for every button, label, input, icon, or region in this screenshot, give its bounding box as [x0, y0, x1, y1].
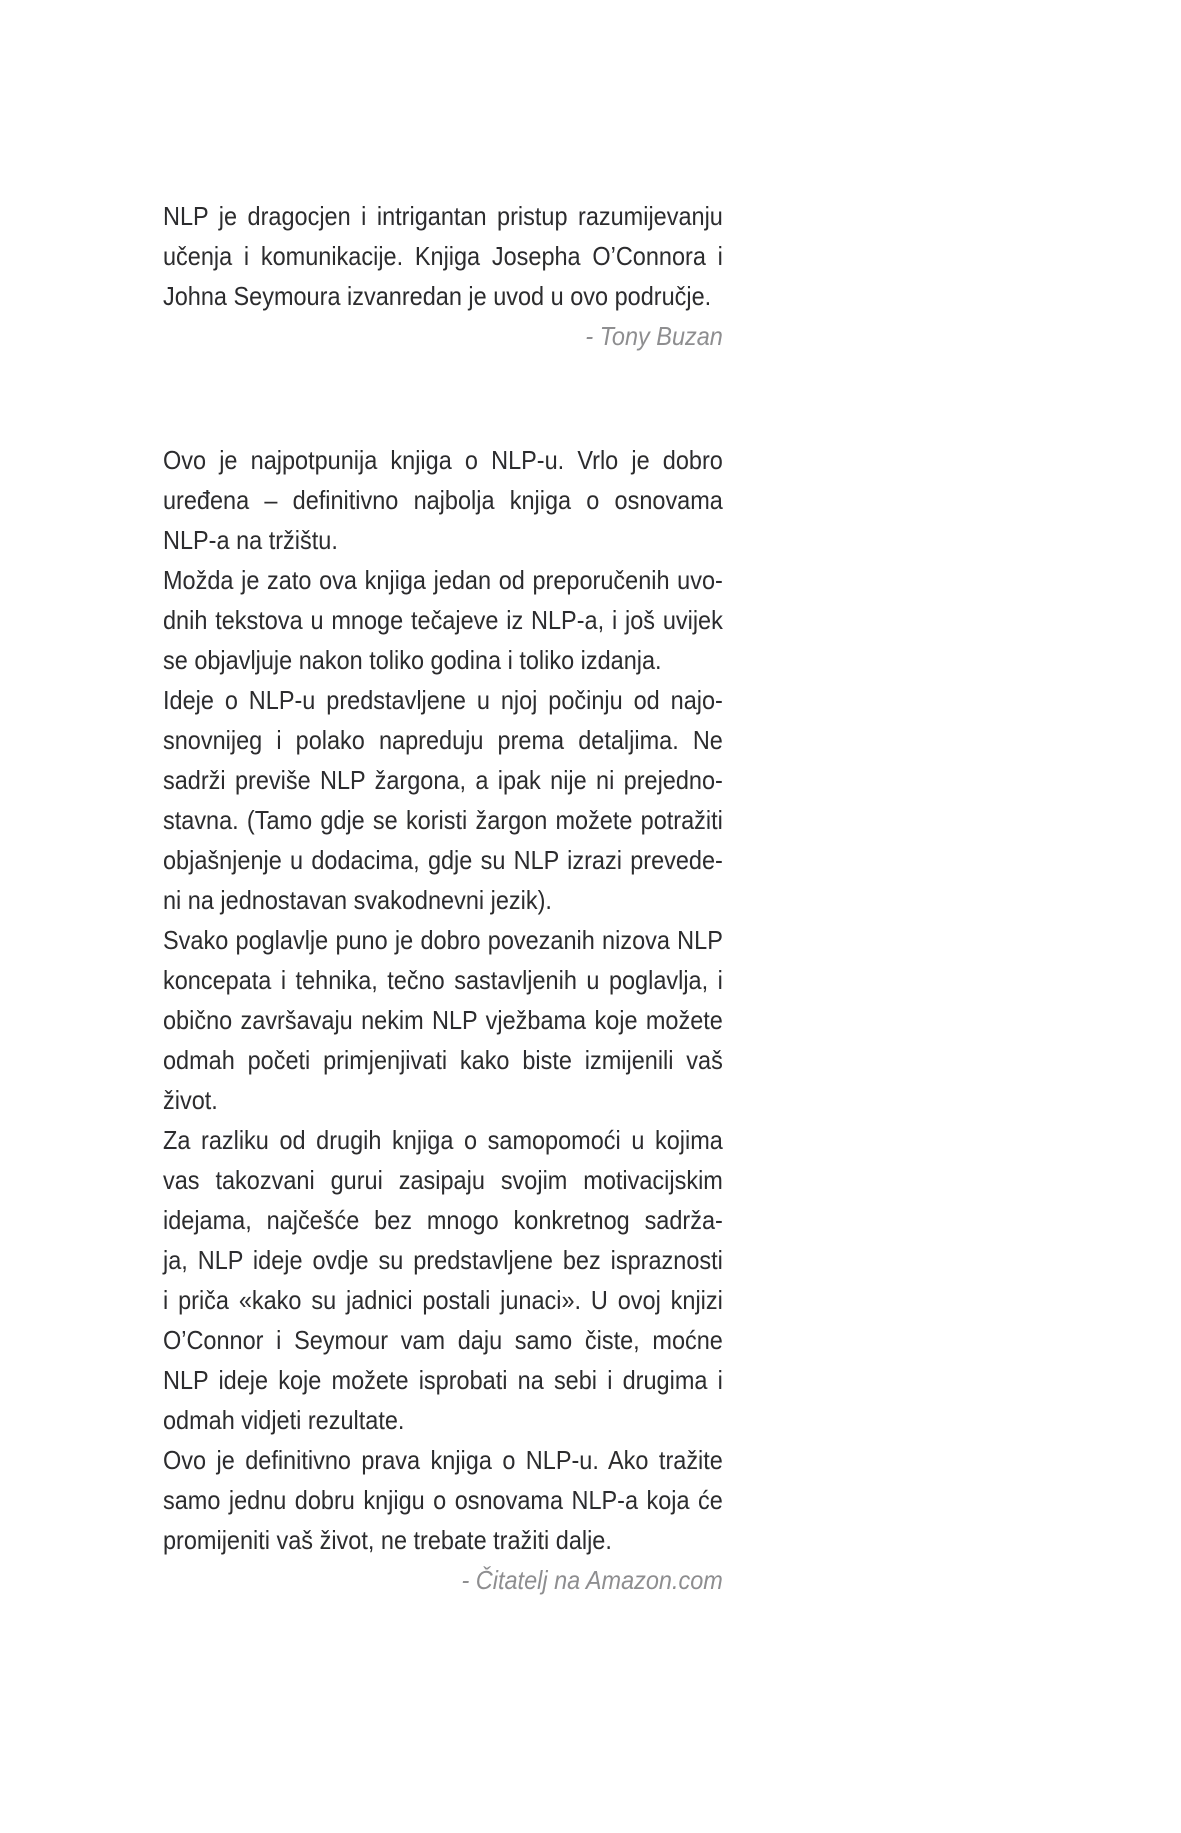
testimonial-quote-amazon-reader — [163, 440, 723, 1600]
quote-line: promijeniti vaš život, ne trebate tražiti dalje. — [163, 1525, 612, 1555]
quote-attribution: - Tony Buzan — [585, 321, 723, 351]
quote-line: Možda je zato ova knjiga jedan od preporučenih uvo- — [163, 565, 723, 595]
quote-attribution: - Čitatelj na Amazon.com — [461, 1565, 723, 1595]
quote-line: vas takozvani gurui zasipaju svojim motivacijskim — [163, 1165, 723, 1195]
quote-line: ja, NLP ideje ovdje su predstavljene bez ispraznosti — [163, 1245, 723, 1275]
quote-line: koncepata i tehnika, tečno sastavljenih u poglavlja, i — [163, 965, 723, 995]
quote-line: Ovo je definitivno prava knjiga o NLP-u. Ako tražite — [163, 1445, 723, 1475]
testimonial-quote-tony-buzan — [163, 196, 723, 356]
quote-line: sadrži previše NLP žargona, a ipak nije ni prejedno- — [163, 765, 723, 795]
quote-line: život. — [163, 1085, 218, 1115]
quote-line: odmah početi primjenjivati kako biste izmijenili vaš — [163, 1045, 723, 1075]
quote-line: Ideje o NLP-u predstavljene u njoj počinju od najo- — [163, 685, 723, 715]
quote-line: snovnijeg i polako napreduju prema detaljima. Ne — [163, 725, 723, 755]
quote-line: samo jednu dobru knjigu o osnovama NLP-a koja će — [163, 1485, 723, 1515]
quote-line: se objavljuje nakon toliko godina i toliko izdanja. — [163, 645, 662, 675]
quote-lines — [163, 440, 723, 1560]
quote-line: obično završavaju nekim NLP vježbama koje možete — [163, 1005, 723, 1035]
quote-line: odmah vidjeti rezultate. — [163, 1405, 405, 1435]
quote-line: učenja i komunikacije. Knjiga Josepha O’Connora i — [163, 241, 723, 271]
quote-line: Ovo je najpotpunija knjiga o NLP-u. Vrlo je dobro — [163, 445, 723, 475]
quote-line: NLP-a na tržištu. — [163, 525, 338, 555]
quote-line: NLP je dragocjen i intrigantan pristup razumijevanju — [163, 201, 723, 231]
quote-line: idejama, najčešće bez mnogo konkretnog sadrža- — [163, 1205, 723, 1235]
quote-line: NLP ideje koje možete isprobati na sebi i drugima i — [163, 1365, 723, 1395]
quote-line: O’Connor i Seymour vam daju samo čiste, moćne — [163, 1325, 723, 1355]
quote-line: Za razliku od drugih knjiga o samopomoći u kojima — [163, 1125, 723, 1155]
quote-line: stavna. (Tamo gdje se koristi žargon možete potražiti — [163, 805, 723, 835]
quote-line: dnih tekstova u mnoge tečajeve iz NLP-a, i još uvijek — [163, 605, 723, 635]
quote-line: Svako poglavlje puno je dobro povezanih nizova NLP — [163, 925, 723, 955]
quote-line: uređena – definitivno najbolja knjiga o osnovama — [163, 485, 723, 515]
quote-line: ni na jednostavan svakodnevni jezik). — [163, 885, 552, 915]
quote-lines — [163, 196, 723, 316]
quote-line: objašnjenje u dodacima, gdje su NLP izrazi prevede- — [163, 845, 723, 875]
quote-line: Johna Seymoura izvanredan je uvod u ovo područje. — [163, 281, 712, 311]
quote-line: i priča «kako su jadnici postali junaci». U ovoj knjizi — [163, 1285, 723, 1315]
